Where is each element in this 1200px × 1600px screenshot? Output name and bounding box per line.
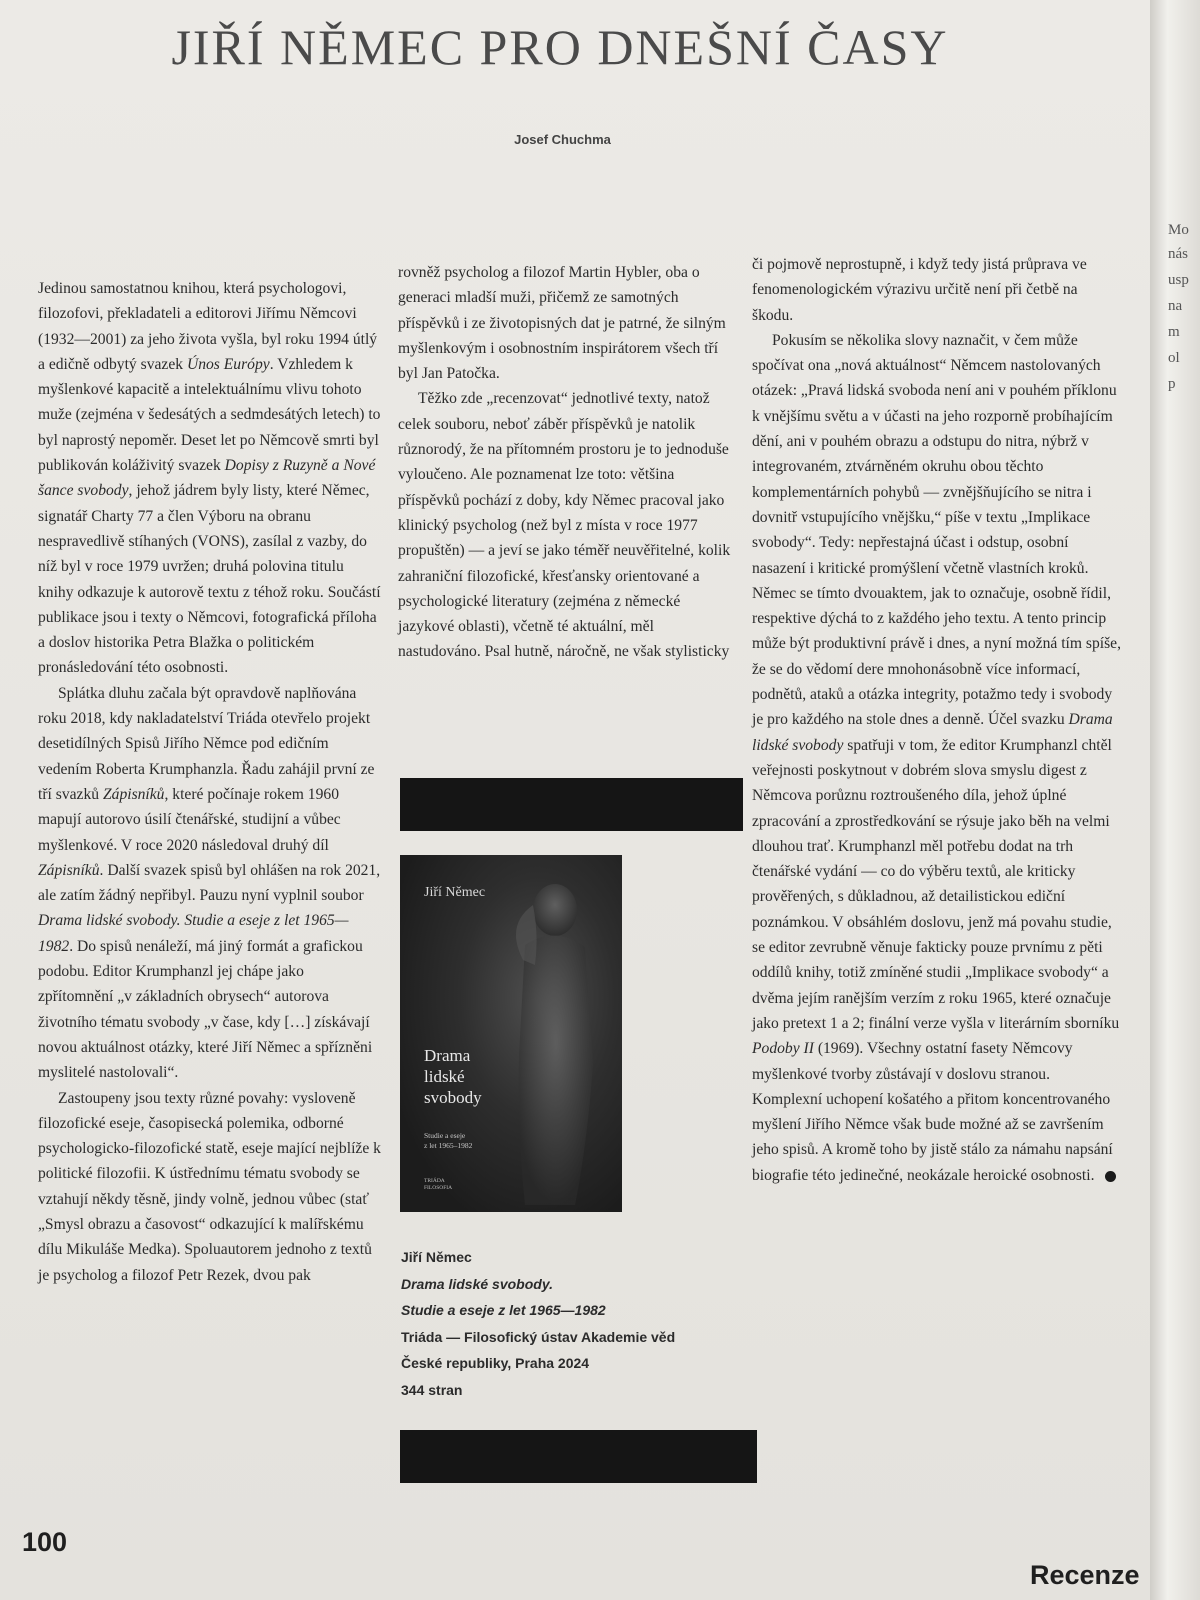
book-caption bbox=[401, 1244, 761, 1403]
page-number: 100 bbox=[22, 1527, 68, 1557]
next-page-fragment: na bbox=[1168, 298, 1183, 314]
next-page-fragment: nás bbox=[1168, 246, 1188, 262]
caption-publisher: Triáda — Filosofický ústav Akademie věd bbox=[401, 1328, 676, 1345]
next-page-fragment: Mo bbox=[1168, 222, 1189, 238]
article-paragraph bbox=[38, 681, 383, 1086]
text-run: . Vzhledem k myšlenkové kapacitě a intelektuálnímu vlivu tohoto muže (zejména v šedesátých a sedmdesátých letech) to byl naprostý nepoměr. Deset let po Němcově smrti byl publikován koláživitý svazek bbox=[38, 355, 381, 475]
text-run: rovněž psycholog a filozof Martin Hybler, oba o generaci mladší muži, přičemž ze samotných příspěvků i ze životopisných dat je patrné, že silným myšlenkovým i osobnostním inspirátorem všech tří byl Jan Patočka. bbox=[398, 264, 726, 383]
caption-publisher-place: České republiky, Praha 2024 bbox=[401, 1355, 590, 1371]
caption-author: Jiří Němec bbox=[401, 1249, 472, 1265]
text-run: spatřuji v tom, že editor Krumphanzl chtěl veřejnosti poskytnout v dobrém slova smyslu digest z Němcova porůznu roztroušeného díla, jehož úplné zpracování a zprostředkování se rýsuje jako běh na velmi dlouhou trať. Krumphanzl měl potřebu dodat na trh čtenářské vydání — co do výběru textů, ale kriticky prověřených, s důkladnou, až detailistickou ediční poznámkou. V obsáhlém doslovu, jenž má povahu studie, se editor zevrubně věnuje fakticky pouze prvnímu z pěti oddílů knihy, totiž zmíněné studii „Implikace svobody“ a dvěma jejím ranějším verzím z roku 1965, které označuje jako pretext 1 a 2; finální verze vyšla v literárním sborníku bbox=[752, 736, 1120, 1032]
italic-text: Zápisníků bbox=[38, 861, 100, 879]
italic-text: Dopisy z Ruzyně a Nové šance svobody bbox=[38, 457, 376, 500]
next-page-fragment: p bbox=[1168, 376, 1176, 392]
cover-author: Jiří Němec bbox=[424, 885, 486, 900]
text-column-3 bbox=[752, 252, 1122, 1188]
text-run: , jehož jádrem byly listy, které Němec, signatář Charty 77 a člen Výboru na obranu nespravedlivě stíhaných (VONS), zasílal z vazby, do níž byl v roce 1979 uvržen; druhá polovina titulu knihy odkazuje k autorově textu z téhož roku. Součástí publikace jsou i texty o Němcovi, fotografická příloha a doslov historika Petra Blažka o politickém pronásledování této osobnosti. bbox=[38, 482, 381, 677]
book-cover bbox=[400, 855, 622, 1212]
article-paragraph bbox=[398, 386, 738, 664]
text-run: Zastoupeny jsou texty různé povahy: vysloveně filozofické eseje, časopisecká polemika, odborné psychologicko-filozofické statě, eseje mající nejblíže k politické filozofii. K ústřednímu tématu svobody se vztahují někdy těsně, jindy volně, jednou vůbec (stať „Smysl obrazu a časovost“ odkazující k malířskému dílu Mikuláše Medka). Spoluautorem jednoho z textů je psycholog a filozof Petr Rezek, dvou pak bbox=[38, 1089, 381, 1284]
article-title: JIŘÍ NĚMEC PRO DNEŠNÍ ČASY bbox=[171, 19, 949, 75]
text-run: Pokusím se několika slovy naznačit, v čem může spočívat ona „nová aktuálnost“ Němcem nastolovaných otázek: „Pravá lidská svoboda není ani v pouhém příklonu k vnějšímu světu a v účasti na jeho rozporně probíhajícím dění, ani v pouhém obrazu a odstupu do nitra, nýbrž v integrovaném, ztvárněném okruhu obou těchto komplementárních pohybů — zvnějšňujícího se nitra i dovnitř vstupujícího vnějšku,“ píše v textu „Implikace svobody“. Tedy: nepřestajná účast i odstup, osobní nasazení i kritické promýšlení včetně vlastních kroků. Němec se tímto dvouaktem, jak to označuje, osobně řídil, respektive dýchá to z každého jeho textu. A tento princip může být produktivní právě i dnes, a nyní možná tím spíše, že se do vědomí dere mnohonásobně více informací, podnětů, ataků a otázka integrity, potažmo tedy i svobody je pro každého na stole dnes a denně. Účel svazku bbox=[752, 331, 1121, 729]
next-page-fragment: m bbox=[1168, 324, 1180, 340]
italic-text: Podoby II bbox=[752, 1040, 814, 1058]
cover-subtitle bbox=[424, 1131, 524, 1151]
next-page-fragment: ol bbox=[1168, 350, 1180, 366]
cover-title-line: svobody bbox=[424, 1088, 482, 1107]
text-run: . Další svazek spisů byl ohlášen na rok 2021, ale zatím žádný nepřibyl. Pauzu nyní vyplnil soubor bbox=[38, 861, 381, 905]
cover-title-line: Drama bbox=[424, 1046, 471, 1065]
cover-title bbox=[424, 1045, 544, 1108]
cover-figure-illustration bbox=[495, 865, 605, 1205]
italic-text: Drama lidské svobody. Studie a eseje z let 1965—1982 bbox=[38, 912, 349, 955]
end-of-article-mark bbox=[1105, 1171, 1116, 1182]
cover-publisher-line: TRIÁDA bbox=[424, 1178, 445, 1184]
article-paragraph bbox=[752, 252, 1122, 328]
text-column-1 bbox=[38, 276, 383, 1288]
text-run: Těžko zde „recenzovat“ jednotlivé texty, natož celek souboru, neboť záběr příspěvků je natolik různorodý, že na přítomném prostoru je to jednoduše vyloučeno. Ale poznamenat lze toto: většina příspěvků pochází z doby, kdy Němec pracoval jako klinický psycholog (než byl z místa v roce 1977 propuštěn) — a jeví se jako téměř neuvěřitelné, kolik zahraniční filozofické, křesťansky orientované a psychologické literatury (zejména z německé jazykové oblasti), včetně té aktuální, měl nastudováno. Psal hutně, náročně, ne však stylisticky bbox=[398, 390, 731, 661]
next-page-edge bbox=[1150, 0, 1200, 1600]
redaction-bar-bottom bbox=[400, 1430, 757, 1483]
article-paragraph bbox=[398, 260, 738, 386]
italic-text: Únos Európy bbox=[186, 355, 270, 373]
text-run: , které počínaje rokem 1960 mapují autorovo úsilí čtenářské, studijní a vůbec myšlenkové. V roce 2020 následoval druhý díl bbox=[38, 785, 341, 854]
italic-text: Drama lidské svobody bbox=[752, 711, 1113, 754]
text-run: či pojmově neprostupně, i když tedy jistá průprava ve fenomenologickém výrazivu určitě není při četbě na škodu. bbox=[752, 256, 1087, 324]
caption-subtitle: Studie a eseje z let 1965—1982 bbox=[401, 1302, 606, 1318]
cover-title-line: lidské bbox=[424, 1067, 465, 1086]
caption-title: Drama lidské svobody. bbox=[401, 1275, 553, 1292]
section-label: Recenze bbox=[1030, 1560, 1140, 1590]
cover-subtitle-line: Studie a eseje bbox=[424, 1131, 466, 1140]
text-run: Splátka dluhu začala být opravdově naplňována roku 2018, kdy nakladatelství Triáda otevřelo projekt desetidílných Spisů Jiřího Němce pod edičním vedením Roberta Krumphanzla. Řadu zahájil první ze tří svazků bbox=[38, 684, 375, 803]
cover-publisher-line: FILOSOFIA bbox=[424, 1185, 453, 1191]
article-paragraph bbox=[752, 328, 1122, 1188]
article-author: Josef Chuchma bbox=[514, 132, 611, 147]
italic-text: Zápisníků bbox=[102, 785, 165, 803]
text-run: (1969). Všechny ostatní fasety Němcovy myšlenkové tvorby zůstávají v doslovu stranou. Komplexní uchopení košatého a přitom koncentrovaného myšlení Jiřího Němce však bude možné až se završením jeho spisů. A kromě toho by jistě stálo za námahu napsání biografie této jedinečné, neokázale heroické osobnosti. bbox=[752, 1040, 1113, 1184]
text-column-2 bbox=[398, 260, 738, 665]
next-page-fragment: usp bbox=[1168, 272, 1189, 288]
article-paragraph bbox=[38, 276, 383, 681]
caption-pages: 344 stran bbox=[401, 1381, 463, 1398]
cover-publisher bbox=[424, 1178, 484, 1192]
text-run: Jedinou samostatnou knihou, která psychologovi, filozofovi, překladateli a editorovi Jiřímu Němcovi (1932—2001) za jeho života vyšla, byl roku 1994 útlý a edičně odbytý svazek bbox=[38, 280, 378, 373]
article-paragraph bbox=[38, 1086, 383, 1288]
cover-subtitle-line: z let 1965–1982 bbox=[424, 1141, 473, 1150]
text-run: . Do spisů nenáleží, má jiný formát a grafickou podobu. Editor Krumphanzl jej chápe jako zpřítomnění „v základních obrysech“ autorova životního tématu svobody „v čase, kdy […] získávají novou aktuálnost otázky, které Jiří Němec a spřízněni myslitelé nastolovali“. bbox=[38, 937, 373, 1082]
redaction-bar-top bbox=[400, 778, 743, 831]
